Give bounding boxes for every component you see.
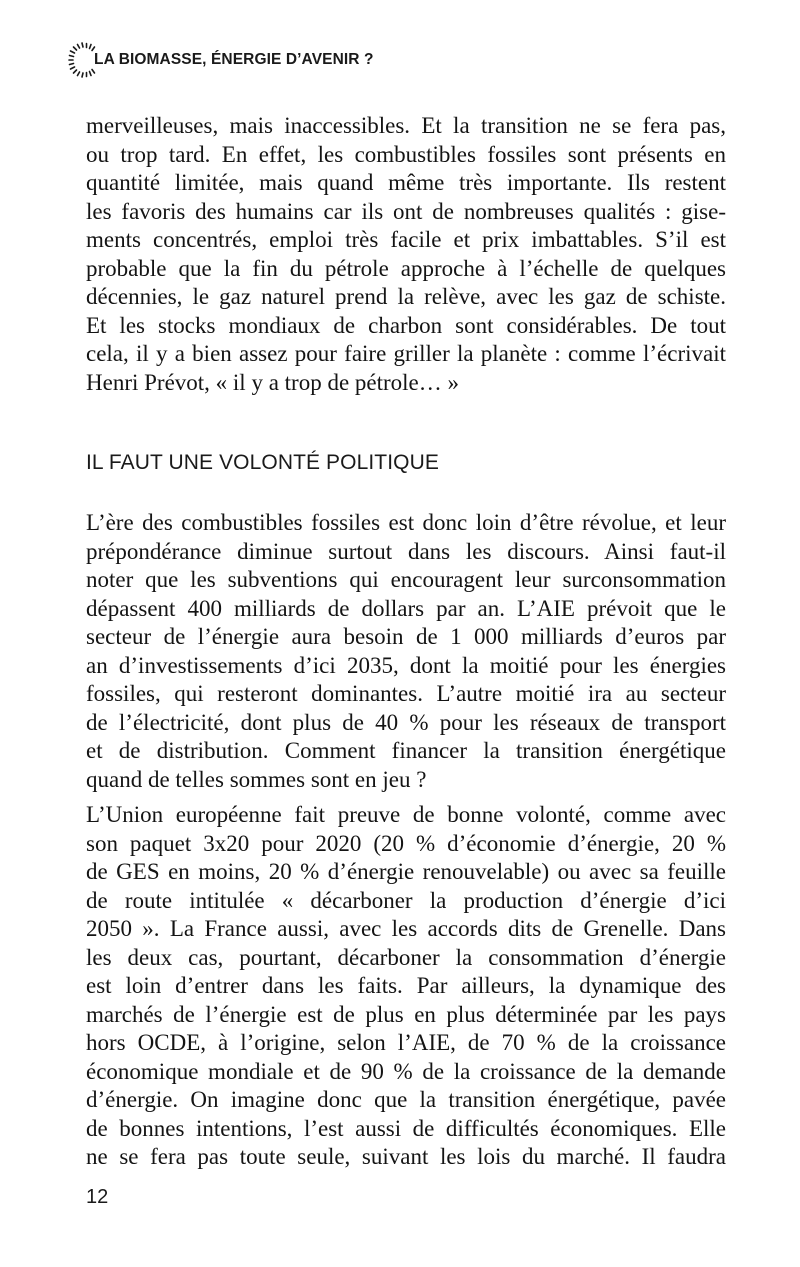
text-line: 2050 ». La France aussi, avec les accords dits de Grenelle. Dans	[86, 916, 726, 941]
paragraph-1	[86, 112, 726, 397]
text-line: de route intitulée « décarboner la production d’énergie d’ici	[86, 887, 726, 913]
sunburst-icon	[68, 42, 98, 78]
text-line: cela, il y a bien assez pour faire griller la planète : comme l’écrivait	[86, 341, 726, 366]
text-line: Henri Prévot, « il y a trop de pétrole… »	[86, 369, 460, 395]
text-line: probable que la fin du pétrole approche à l’échelle de quelques	[86, 255, 726, 281]
text-line: merveilleuses, mais inaccessibles. Et la transition ne se fera pas,	[86, 113, 726, 138]
section-heading: IL FAUT UNE VOLONTÉ POLITIQUE	[86, 451, 439, 474]
text-line: Et les stocks mondiaux de charbon sont considérables. De tout	[86, 312, 726, 338]
text-line: dépassent 400 milliards de dollars par an. L’AIE prévoit que le	[86, 595, 726, 621]
text-line: marchés de l’énergie est de plus en plus déterminée par les pays	[86, 1001, 726, 1027]
text-line: prépondérance diminue surtout dans les discours. Ainsi faut-il	[86, 538, 726, 564]
text-line: de GES en moins, 20 % d’énergie renouvelable) ou avec sa feuille	[86, 859, 726, 884]
text-line: fossiles, qui resteront dominantes. L’autre moitié ira au secteur	[86, 681, 726, 706]
text-line: et de distribution. Comment financer la transition énergétique	[86, 738, 726, 763]
text-line: décennies, le gaz naturel prend la relève, avec les gaz de schiste.	[86, 284, 726, 309]
text-line: ne se fera pas toute seule, suivant les lois du marché. Il faudra	[86, 1144, 726, 1169]
text-line: de bonnes intentions, l’est aussi de difficultés économiques. Elle	[86, 1115, 726, 1141]
text-line: L’ère des combustibles fossiles est donc loin d’être révolue, et leur	[86, 510, 726, 535]
text-line: an d’investissements d’ici 2035, dont la moitié pour les énergies	[86, 652, 726, 678]
text-line: ou trop tard. En effet, les combustibles fossiles sont présents en	[86, 141, 726, 167]
text-line: de l’électricité, dont plus de 40 % pour les réseaux de transport	[86, 709, 726, 735]
text-line: secteur de l’énergie aura besoin de 1 000 milliards d’euros par	[86, 624, 726, 649]
paragraph-2	[86, 509, 726, 794]
text-line: son paquet 3x20 pour 2020 (20 % d’économie d’énergie, 20 %	[86, 830, 726, 856]
page-number: 12	[86, 1186, 109, 1208]
text-line: quantité limitée, mais quand même très importante. Ils restent	[86, 170, 726, 195]
text-line: économique mondiale et de 90 % de la croissance de la demande	[86, 1058, 726, 1084]
text-line: est loin d’entrer dans les faits. Par ailleurs, la dynamique des	[86, 973, 726, 998]
running-head	[68, 40, 374, 80]
text-line: L’Union européenne fait preuve de bonne volonté, comme avec	[86, 802, 726, 827]
paragraph-3	[86, 801, 726, 1172]
text-line: noter que les subventions qui encouragent leur surconsommation	[86, 567, 726, 592]
text-line: quand de telles sommes sont en jeu ?	[86, 766, 427, 792]
text-line: hors OCDE, à l’origine, selon l’AIE, de 70 % de la croissance	[86, 1030, 726, 1055]
text-line: les favoris des humains car ils ont de nombreuses qualités : gise-	[86, 198, 726, 224]
text-line: d’énergie. On imagine donc que la transition énergétique, pavée	[86, 1087, 726, 1112]
text-line: les deux cas, pourtant, décarboner la consommation d’énergie	[86, 944, 726, 970]
running-title: LA BIOMASSE, ÉNERGIE D’AVENIR ?	[94, 51, 374, 68]
text-line: ments concentrés, emploi très facile et prix imbattables. S’il est	[86, 227, 726, 252]
